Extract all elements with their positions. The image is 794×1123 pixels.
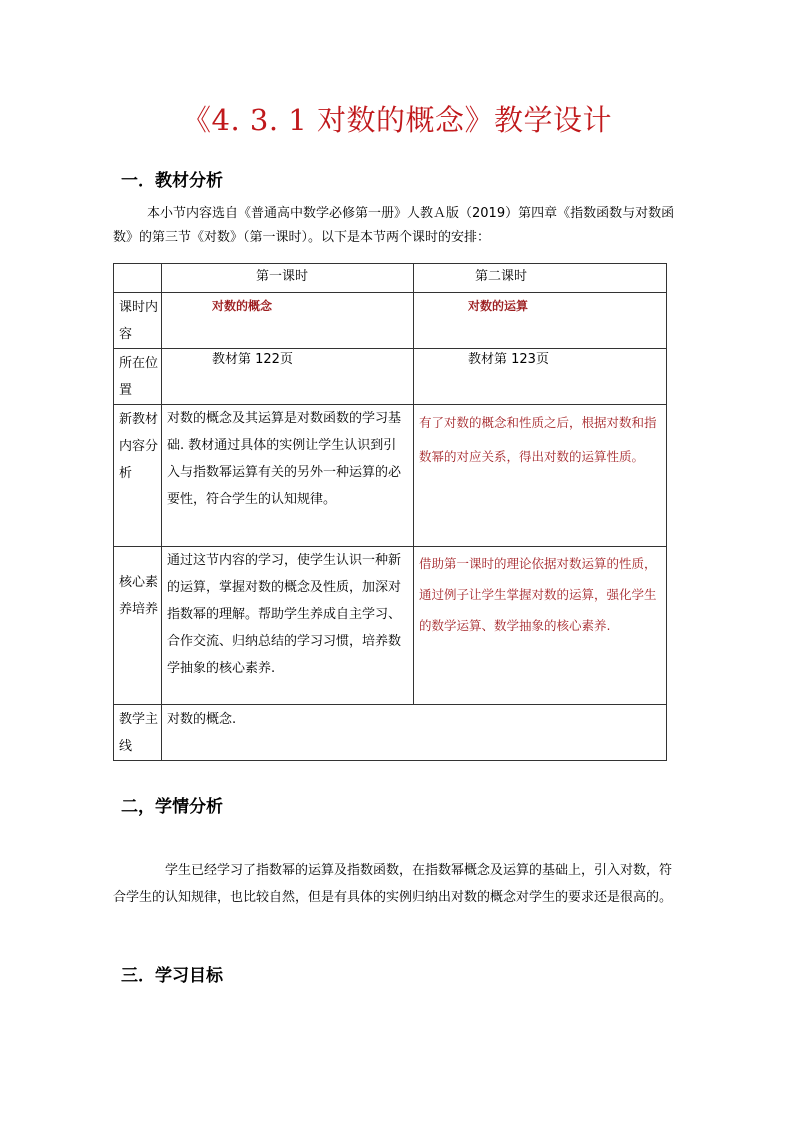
lesson-2-content [414, 293, 667, 349]
lesson-1-core-competency: 通过这节内容的学习，使学生认识一种新的运算，掌握对数的概念及性质，加深对指数幂的理解。帮助学生养成自主学习、合作交流、归纳总结的学习习惯，培养数学抽象的核心素养. [162, 547, 414, 705]
student-analysis-text: 学生已经学习了指数幂的运算及指数函数，在指数幂概念及运算的基础上，引入对数，符合学生的认知规律，也比较自然，但是有具体的实例归纳出对数的概念对学生的要求还是很高的。 [113, 863, 673, 905]
lesson-plan-table [113, 263, 667, 761]
row-label-new-textbook-analysis: 新教材内容分析 [114, 405, 162, 547]
header-lesson-1: 第一课时 [162, 264, 414, 293]
teaching-mainline: 对数的概念. [162, 705, 667, 761]
lesson-1-content [162, 293, 414, 349]
lesson-2-content-text: 对数的运算 [468, 299, 529, 313]
table-header-row [114, 264, 667, 293]
table-row [114, 349, 667, 405]
row-label-teaching-mainline: 教学主线 [114, 705, 162, 761]
table-row [114, 547, 667, 705]
lesson-1-textbook-analysis: 对数的概念及其运算是对数函数的学习基础. 教材通过具体的实例让学生认识到引入与指数幂运算有关的另外一种运算的必要性，符合学生的认知规律。 [162, 405, 414, 547]
section-heading-learning-objectives: 三．学习目标 [121, 966, 223, 986]
document-title: 《4. 3. 1 对数的概念》教学设计 [182, 103, 612, 137]
header-corner-cell [114, 264, 162, 293]
lesson-2-core-competency: 借助第一课时的理论依据对数运算的性质，通过例子让学生掌握对数的运算，强化学生的数学运算、数学抽象的核心素养. [414, 547, 667, 705]
row-label-core-competency: 核心素养培养 [114, 547, 162, 705]
intro-text: 本小节内容选自《普通高中数学必修第一册》人教Ａ版（2019）第四章《指数函数与对数函数》的第三节《对数》（第一课时）。以下是本节两个课时的安排： [113, 206, 675, 245]
header-lesson-2: 第二课时 [414, 264, 667, 293]
intro-paragraph [113, 202, 678, 250]
table-row [114, 405, 667, 547]
lesson-1-location: 教材第 122页 [162, 349, 414, 405]
student-analysis-paragraph [113, 857, 678, 911]
table-row [114, 293, 667, 349]
row-label-location: 所在位置 [114, 349, 162, 405]
section-heading-textbook-analysis: 一．教材分析 [121, 171, 223, 191]
lesson-2-location: 教材第 123页 [414, 349, 667, 405]
table-row [114, 705, 667, 761]
section-heading-student-analysis: 二，学情分析 [121, 797, 223, 817]
lesson-1-content-text: 对数的概念 [212, 299, 273, 313]
row-label-lesson-content: 课时内容 [114, 293, 162, 349]
lesson-2-textbook-analysis: 有了对数的概念和性质之后，根据对数和指数幂的对应关系，得出对数的运算性质。 [414, 405, 667, 547]
